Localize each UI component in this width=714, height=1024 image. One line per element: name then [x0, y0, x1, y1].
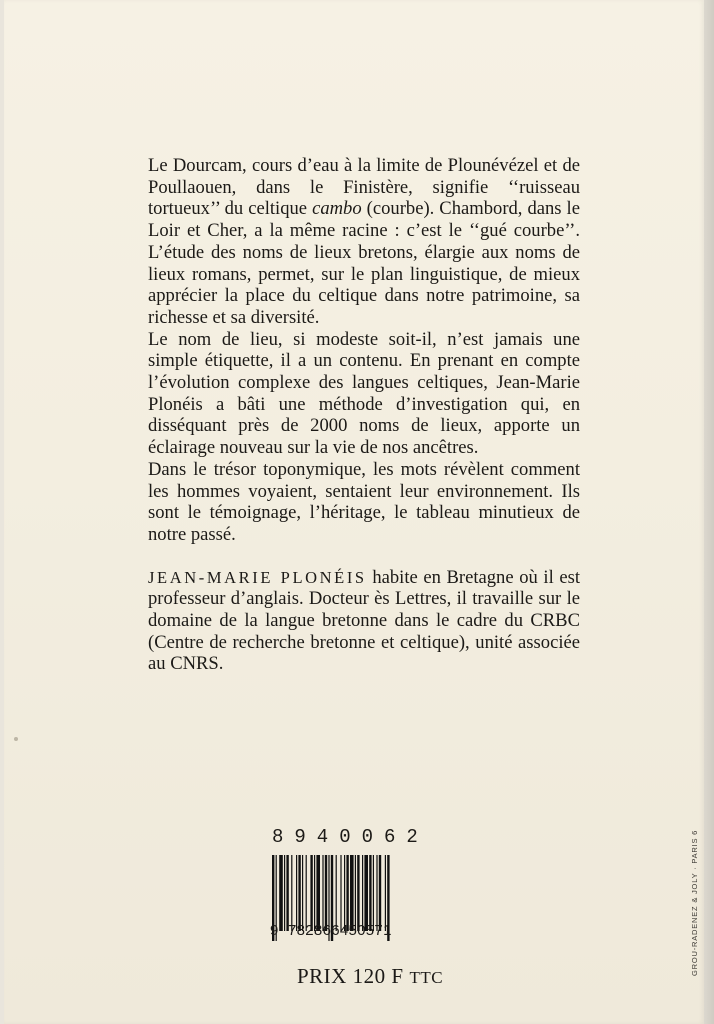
page-edge: [704, 0, 714, 1024]
author-name: JEAN-MARIE PLONÉIS: [148, 567, 367, 587]
blurb-text: [148, 155, 580, 675]
barcode-bar: [279, 855, 283, 931]
barcode-bar: [376, 855, 377, 931]
barcode-bar: [322, 855, 323, 931]
barcode-bar: [344, 855, 345, 931]
barcode-bar: [362, 855, 363, 931]
author-bio: habite en Bretagne où il est professeur d’anglais. Docteur ès Lettres, il travaille sur le domaine de la langue bretonne dans le cadre du CRBC (Centre de recherche bretonne et celtique), unité associée au CNRS.: [148, 566, 580, 675]
price-label: [297, 964, 443, 989]
barcode-bar: [284, 855, 285, 931]
barcode-bar: [325, 855, 327, 931]
barcode-bar: [302, 855, 303, 931]
barcode-bar: [350, 855, 354, 931]
paragraph-1-part-a: Le Dourcam, cours d’eau à la limite de Plounévézel et de Poullaouen, dans le Finistère, signifie ‘‘ruisseau tortueux’’ du celtique: [148, 155, 580, 220]
paragraph-1-part-b: (courbe). Chambord, dans le Loir et Cher, a la même racine : c’est le ‘‘gué courbe’’. L’étude des noms de lieux bretons, élargie aux noms de lieux romans, permet, sur le plan linguistique, de mieux apprécier la place du celtique dans notre patrimoine, sa richesse et sa diversité.: [148, 198, 580, 328]
barcode-bar: [357, 855, 359, 931]
isbn-barcode: [268, 827, 440, 939]
barcode-bar: [346, 855, 348, 931]
barcode-bar: [310, 855, 312, 931]
barcode-top-number: 8940062: [272, 826, 429, 848]
paragraph-2: Le nom de lieu, si modeste soit-il, n’est jamais une simple étiquette, il a un contenu. En prenant en compte l’évolution complexe des langues celtiques, Jean-Marie Plonéis a bâti une méthode d’investigation qui, en disséquant près de 2000 noms de lieux, apporte un éclairage nouveau sur la vie de nos ancêtres.: [148, 328, 580, 459]
barcode-bar: [306, 855, 307, 931]
price-suffix: TTC: [409, 968, 444, 987]
barcode-bar: [385, 855, 386, 931]
barcode-bar: [340, 855, 341, 931]
barcode-bar: [379, 855, 381, 931]
printer-imprint: GROU-RADENEZ & JOLY · PARIS 6: [690, 829, 699, 976]
barcode-bar: [364, 855, 368, 931]
barcode-bar: [291, 855, 292, 931]
paragraph-1-italic: cambo: [312, 198, 362, 220]
paragraph-3: Dans le trésor toponymique, les mots révèlent comment les hommes voyaient, sentaient leur environnement. Ils sont le témoignage, l’héritage, le tableau minutieux de notre passé.: [148, 458, 580, 545]
author-paragraph: [148, 567, 580, 676]
barcode-bar: [373, 855, 374, 931]
barcode-digits: [268, 923, 440, 939]
barcode-bar: [369, 855, 371, 931]
paragraph-1: [148, 155, 580, 329]
price-amount: PRIX 120 F: [297, 964, 404, 988]
barcode-bar: [296, 855, 297, 931]
barcode-bar: [286, 855, 288, 931]
barcode-bar: [298, 855, 300, 931]
barcode-bar: [355, 855, 356, 931]
barcode-bar: [316, 855, 320, 931]
barcode-first-digit: 9: [270, 922, 279, 939]
paper-speck: [14, 737, 18, 741]
barcode-bar: [314, 855, 315, 931]
barcode-bar: [336, 855, 337, 931]
barcode-number: 782866450571: [288, 922, 392, 939]
